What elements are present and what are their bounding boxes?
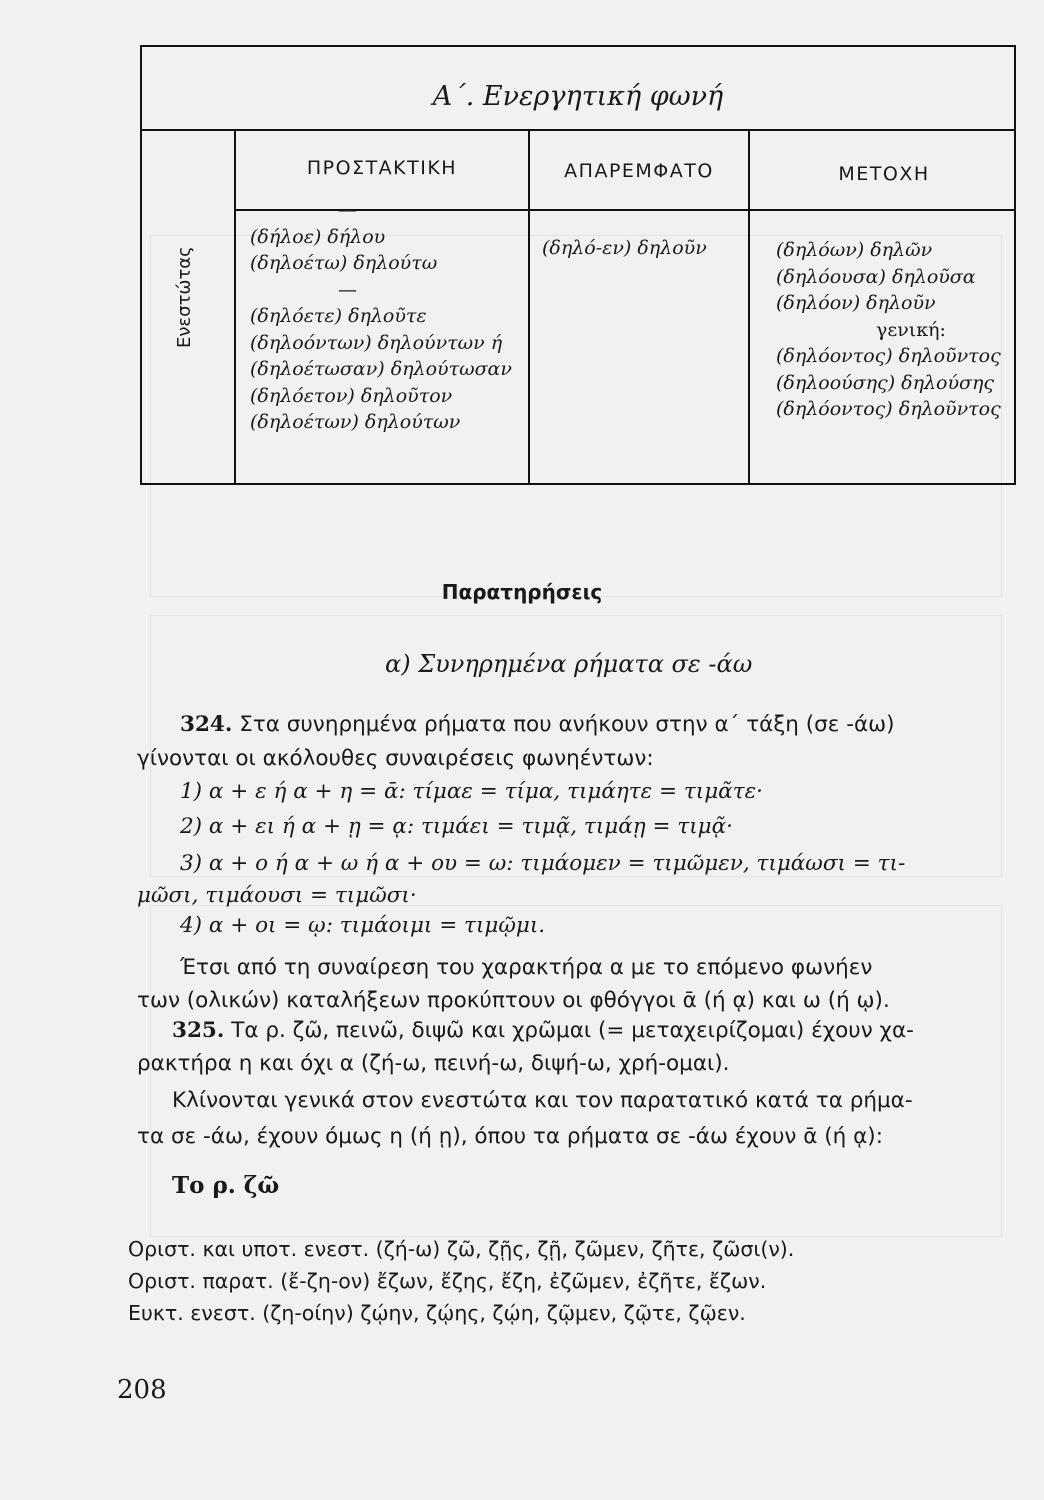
participle-form: (δηλόουσα) δηλοῦσα bbox=[776, 265, 976, 288]
paragraph-324-line-3: Έτσι από τη συναίρεση του χαρακτήρα α με το επόμενο φωνήεν bbox=[180, 955, 873, 980]
paragraph-325-line-4: τα σε -άω, έχουν όμως η (ή ῃ), όπου τα ρήματα σε -άω έχουν ᾱ (ή ᾳ): bbox=[137, 1124, 883, 1149]
imperative-dash: — bbox=[338, 199, 357, 221]
contraction-rule-1: 1) α + ε ή α + η = ᾱ: τίμαε = τίμα, τιμάητε = τιμᾶτε· bbox=[180, 779, 763, 804]
participle-form: (δηλοούσης) δηλούσης bbox=[776, 371, 994, 394]
column-divider-1 bbox=[528, 129, 530, 483]
participle-form: (δηλόων) δηλῶν bbox=[776, 239, 933, 261]
row-label-present: Ενεστώτας bbox=[174, 246, 195, 348]
participle-genitive-label: γενική: bbox=[876, 318, 946, 341]
observations-heading: Παρατηρήσεις bbox=[441, 580, 603, 604]
column-divider-label bbox=[234, 129, 236, 483]
imperative-form: (δηλόετε) δηλοῦτε bbox=[250, 305, 427, 327]
contraction-rule-2: 2) α + ει ή α + ῃ = ᾳ: τιμάει = τιμᾷ, τιμάῃ = τιμᾷ· bbox=[180, 814, 733, 839]
participle-forms bbox=[776, 237, 1001, 423]
header-imperative: ΠΡΟΣΤΑΚΤΙΚΗ bbox=[306, 157, 458, 179]
paragraph-325-text: Τα ρ. ζῶ, πεινῶ, διψῶ και χρῶμαι (= μεταχειρίζομαι) έχουν χα- bbox=[224, 1018, 914, 1043]
paragraph-324-line-1 bbox=[180, 712, 895, 737]
conjugation-line-indicative-present: Οριστ. και υποτ. ενεστ. (ζή-ω) ζῶ, ζῇς, ζῇ, ζῶμεν, ζῆτε, ζῶσι(ν). bbox=[128, 1237, 795, 1261]
participle-form: (δηλόον) δηλοῦν bbox=[776, 292, 936, 314]
conjugation-line-optative-present: Ευκτ. ενεστ. (ζη-οίην) ζῴην, ζῴης, ζῴη, ζῷμεν, ζῷτε, ζῷεν. bbox=[128, 1301, 746, 1325]
table-title: Α΄. Ενεργητική φωνή bbox=[142, 47, 1014, 131]
verb-zo-heading: Το ρ. ζῶ bbox=[172, 1172, 280, 1199]
imperative-form: (δηλοόντων) δηλούντων ή bbox=[250, 331, 503, 354]
paragraph-324-text: Στα συνηρημένα ρήματα που ανήκουν στην α΄ τάξη (σε -άω) bbox=[232, 712, 895, 737]
paragraph-324-line-4: των (ολικών) καταλήξεων προκύπτουν οι φθόγγοι ᾱ (ή ᾳ) και ω (ή ῳ). bbox=[137, 988, 890, 1013]
paragraph-325-line-3: Κλίνονται γενικά στον ενεστώτα και τον παρατατικό κατά τα ρήμα- bbox=[172, 1088, 913, 1113]
contraction-rule-4: 4) α + οι = ῳ: τιμάοιμι = τιμῷμι. bbox=[180, 913, 546, 938]
imperative-form: (δήλοε) δήλου bbox=[250, 225, 386, 248]
imperative-form: (δηλοέτων) δηλούτων bbox=[250, 411, 461, 433]
header-infinitive: ΑΠΑΡΕΜΦΑΤΟ bbox=[564, 160, 714, 182]
paragraph-325-line-2: ρακτήρα η και όχι α (ζή-ω, πεινή-ω, διψή-ω, χρή-ομαι). bbox=[137, 1051, 730, 1076]
imperative-dash: — bbox=[338, 278, 357, 301]
contraction-rule-3-continued: μῶσι, τιμάουσι = τιμῶσι· bbox=[137, 883, 417, 908]
conjugation-line-indicative-imperfect: Οριστ. παρατ. (ἔ-ζη-ον) ἔζων, ἔζης, ἔζη, ἐζῶμεν, ἐζῆτε, ἔζων. bbox=[128, 1269, 767, 1293]
header-participle: ΜΕΤΟΧΗ bbox=[838, 163, 930, 185]
paragraph-number-324: 324. bbox=[180, 712, 233, 737]
imperative-form: (δηλοέτωσαν) δηλούτωσαν bbox=[250, 358, 512, 380]
participle-form: (δηλόοντος) δηλοῦντος bbox=[776, 398, 1001, 420]
paragraph-325-line-1 bbox=[172, 1018, 914, 1043]
imperative-form: (δηλοέτω) δηλούτω bbox=[250, 252, 438, 274]
subheading-contract-verbs: α) Συνηρημένα ρήματα σε -άω bbox=[385, 650, 753, 678]
conjugation-table bbox=[140, 45, 1016, 485]
imperative-form: (δηλόετον) δηλοῦτον bbox=[250, 384, 453, 407]
paragraph-number-325: 325. bbox=[172, 1018, 225, 1043]
page-number: 208 bbox=[117, 1375, 167, 1405]
infinitive-forms bbox=[542, 235, 707, 262]
infinitive-form: (δηλό-εν) δηλοῦν bbox=[542, 237, 707, 259]
imperative-forms bbox=[250, 197, 512, 436]
paragraph-324-line-2: γίνονται οι ακόλουθες συναιρέσεις φωνηέντων: bbox=[137, 746, 654, 771]
participle-form: (δηλόοντος) δηλοῦντος bbox=[776, 345, 1001, 367]
contraction-rule-3: 3) α + ο ή α + ω ή α + ου = ω: τιμάομεν = τιμῶμεν, τιμάωσι = τι- bbox=[180, 851, 906, 876]
